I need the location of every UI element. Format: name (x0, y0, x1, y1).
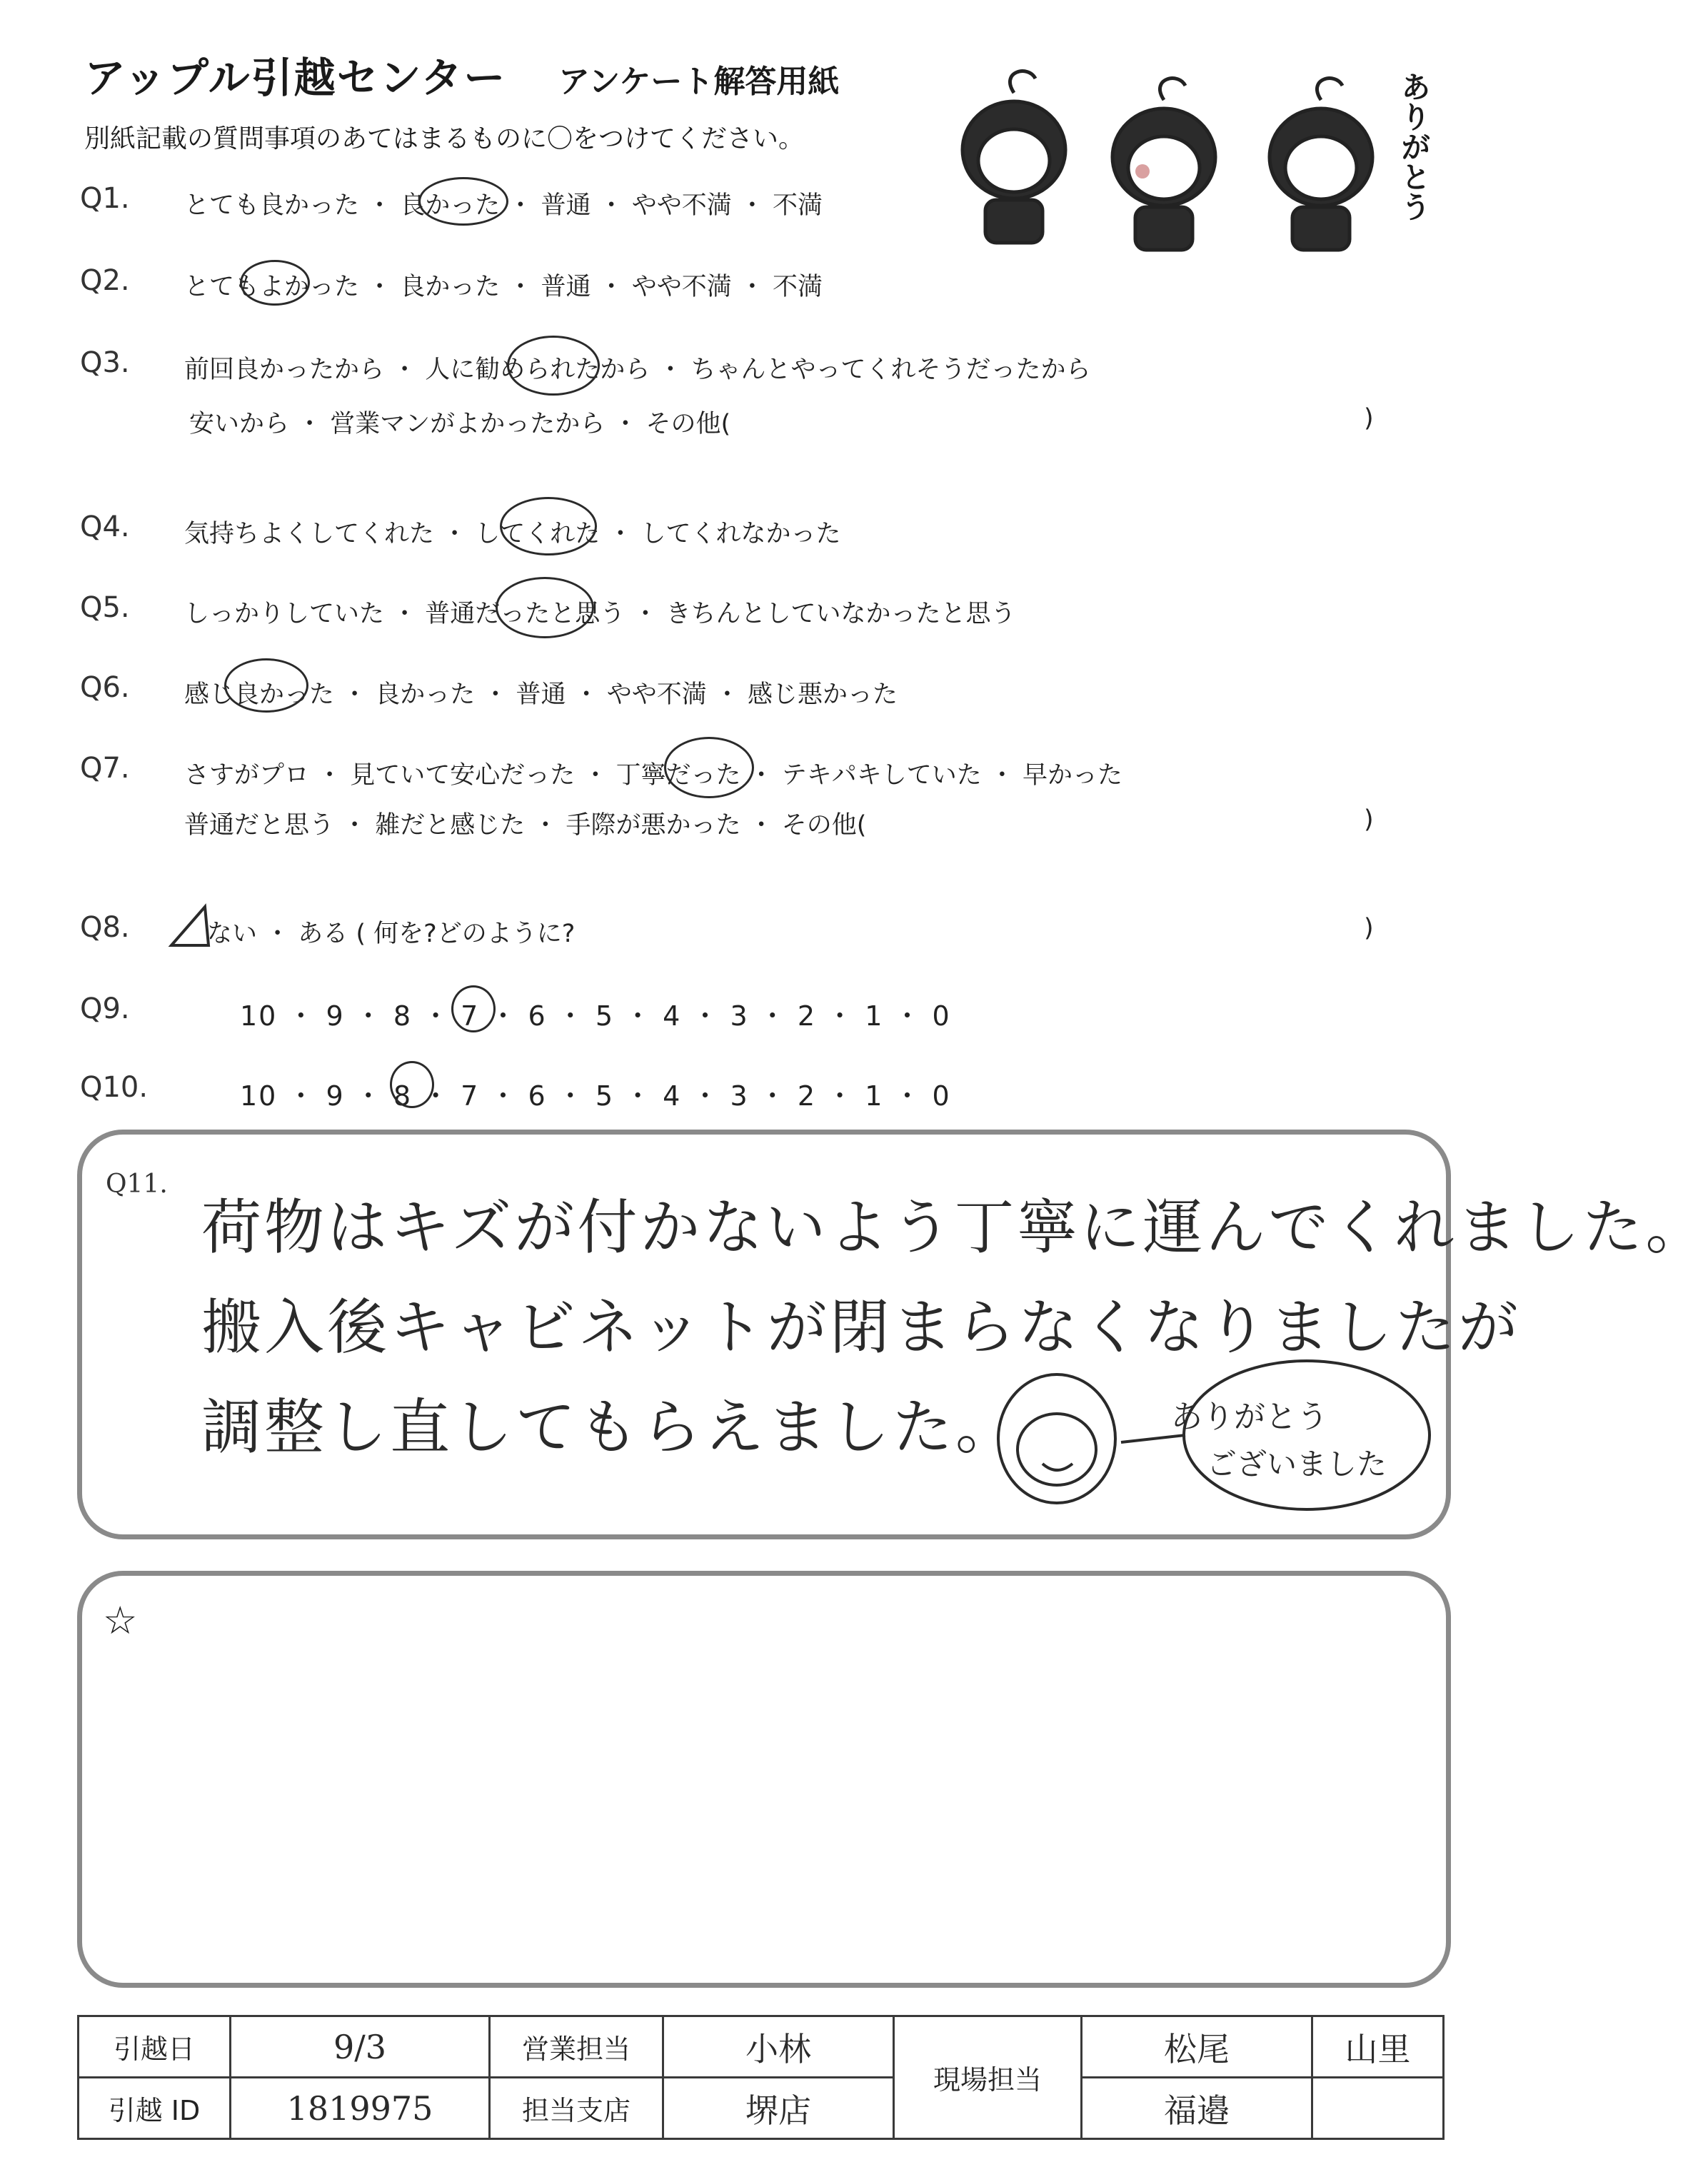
q7-options-line1[interactable]: さすがプロ ・ 見ていて安心だった ・ 丁寧だった ・ テキパキしていた ・ 早かった (184, 761, 1123, 790)
q2-selection-circle (240, 260, 310, 306)
q11-label: Q11. (106, 1170, 168, 1199)
staff-info-table (77, 2015, 1445, 2140)
q4-options[interactable]: 気持ちよくしてくれた ・ してくれた ・ してくれなかった (184, 520, 841, 548)
q1-options[interactable]: とても良かった ・ 良かった ・ 普通 ・ やや不満 ・ 不満 (184, 191, 823, 220)
move-id-label: 引越 ID (79, 2078, 231, 2139)
speech-bubble-text-line1: ありがとう (1171, 1399, 1328, 1435)
q3-options-line2[interactable]: 安いから ・ 営業マンがよかったから ・ その他( (189, 410, 731, 438)
sales-rep-value: 小林 (663, 2016, 894, 2078)
q4-selection-circle (500, 497, 597, 555)
q3-selection-circle (507, 336, 600, 396)
q3-options-line1[interactable]: 前回良かったから ・ 人に勧められたから ・ ちゃんとやってくれそうだったから (184, 356, 1091, 384)
q11-comment-line2: 搬入後キャビネットが閉まらなくなりましたが (201, 1292, 1522, 1362)
move-date-value: 9/3 (231, 2016, 490, 2078)
q9-selection-circle (451, 985, 496, 1032)
speech-bubble-text-line2: ございました (1207, 1447, 1387, 1482)
q10-scale[interactable]: 10 ・ 9 ・ 8 ・ 7 ・ 6 ・ 5 ・ 4 ・ 3 ・ 2 ・ 1 ・ 0 (240, 1080, 951, 1112)
instruction-text: 別紙記載の質問事項のあてはまるものに〇をつけてください。 (84, 124, 805, 154)
mascot-illustration (935, 64, 1435, 250)
site-staff-1: 松尾 (1082, 2016, 1312, 2078)
q7-close-paren: ) (1364, 805, 1374, 834)
q5-label: Q5. (80, 591, 130, 624)
q6-options[interactable]: 感じ良かった ・ 良かった ・ 普通 ・ やや不満 ・ 感じ悪かった (184, 680, 898, 709)
branch-label: 担当支店 (490, 2078, 663, 2139)
q2-options[interactable]: とてもよかった ・ 良かった ・ 普通 ・ やや不満 ・ 不満 (184, 273, 823, 301)
form-subtitle: アンケート解答用紙 (558, 64, 840, 100)
branch-value: 堺店 (663, 2078, 894, 2139)
star-icon: ☆ (103, 1598, 138, 1643)
q8-options[interactable]: ない ・ ある ( 何を?どのように? (207, 920, 576, 948)
site-staff-2: 山里 (1312, 2016, 1444, 2078)
q1-selection-circle (418, 177, 508, 226)
q5-selection-circle (496, 577, 594, 638)
site-staff-3: 福邉 (1082, 2078, 1312, 2139)
q8-label: Q8. (80, 911, 130, 944)
q9-scale[interactable]: 10 ・ 9 ・ 8 ・ 7 ・ 6 ・ 5 ・ 4 ・ 3 ・ 2 ・ 1 ・ 0 (240, 1000, 951, 1032)
brand-title: アップル引越センター (84, 54, 507, 102)
q7-label: Q7. (80, 752, 130, 785)
q9-label: Q9. (80, 992, 130, 1025)
q11-comment-line1: 荷物はキズが付かないよう丁寧に運んでくれました。 (201, 1192, 1708, 1262)
q11-comment-line3: 調整し直してもらえました。 (201, 1392, 1019, 1462)
star-comment-box (77, 1571, 1451, 1988)
sales-rep-label: 営業担当 (490, 2016, 663, 2078)
move-id-value: 1819975 (231, 2078, 490, 2139)
q2-label: Q2. (80, 264, 130, 297)
q1-label: Q1. (80, 182, 130, 215)
site-staff-empty (1312, 2078, 1444, 2139)
q6-selection-circle (224, 658, 308, 713)
q4-label: Q4. (80, 511, 130, 543)
q10-selection-circle (390, 1061, 434, 1108)
q3-label: Q3. (80, 346, 130, 379)
thanks-vertical-text: ありがとう (1397, 71, 1432, 221)
q5-options[interactable]: しっかりしていた ・ 普通だったと思う ・ きちんとしていなかったと思う (184, 600, 1016, 628)
q8-triangle-mark (166, 901, 244, 951)
move-date-label: 引越日 (79, 2016, 231, 2078)
site-staff-label: 現場担当 (894, 2016, 1082, 2139)
q3-close-paren: ) (1364, 404, 1374, 433)
q7-selection-circle (664, 737, 754, 798)
q7-options-line2[interactable]: 普通だと思う ・ 雑だと感じた ・ 手際が悪かった ・ その他( (184, 811, 867, 840)
q10-label: Q10. (80, 1071, 149, 1104)
q8-close-paren: ) (1364, 914, 1374, 942)
q6-label: Q6. (80, 671, 130, 704)
